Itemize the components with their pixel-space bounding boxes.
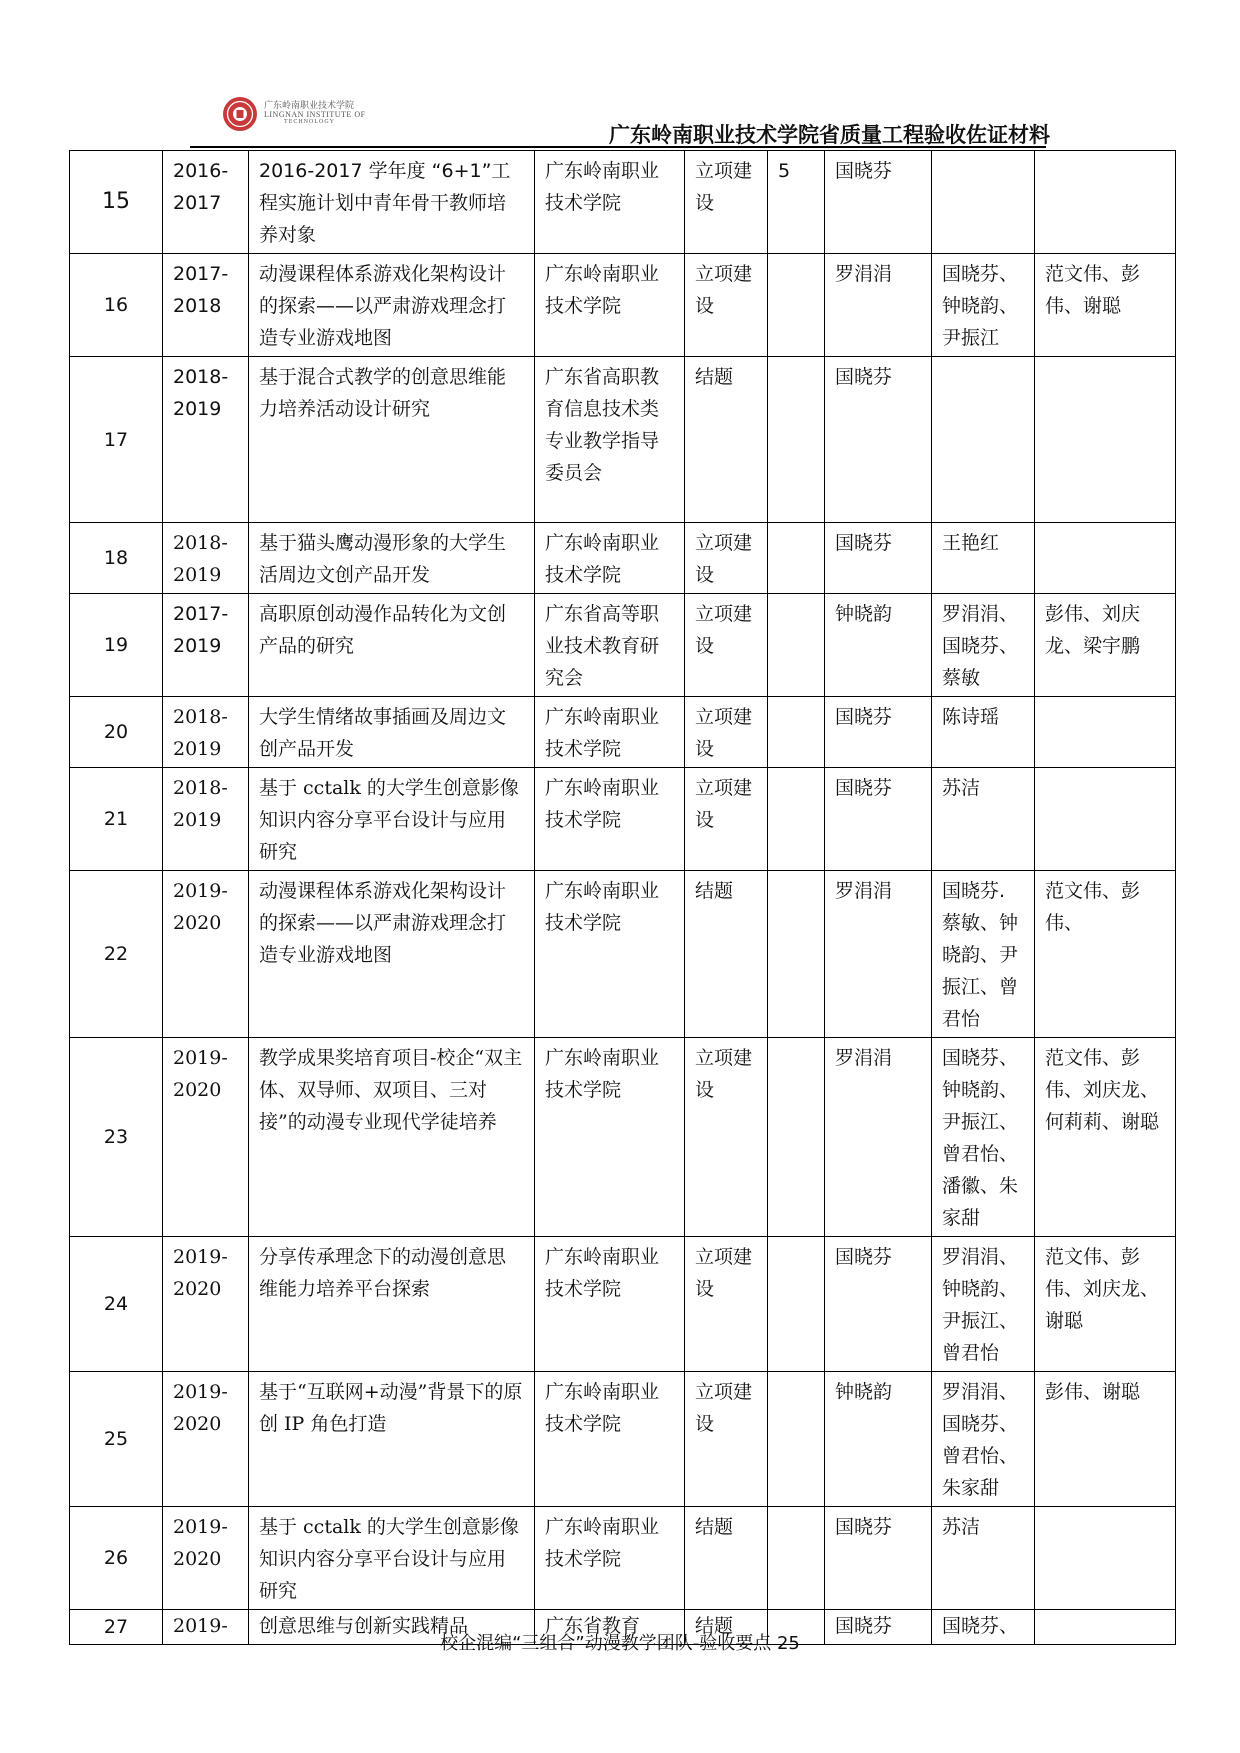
header-title: 广东岭南职业技术学院省质量工程验收佐证材料: [609, 123, 1050, 147]
status-cell: 立项建设: [685, 1237, 768, 1372]
table-row: [70, 697, 1176, 768]
leader-cell: 罗涓涓: [825, 1038, 932, 1237]
period-cell: 2018-2019: [163, 768, 249, 871]
unit-cell: 广东省高等职业技术教育研究会: [535, 594, 685, 697]
unit-cell: 广东岭南职业技术学院: [535, 1507, 685, 1610]
status-cell: 立项建设: [685, 1372, 768, 1507]
leader-cell: 国晓芬: [825, 768, 932, 871]
status-cell: 立项建设: [685, 594, 768, 697]
project-title-cell: 教学成果奖培育项目-校企“双主体、双导师、双项目、三对接”的动漫专业现代学徒培养: [249, 1038, 535, 1237]
table-row: [70, 1507, 1176, 1610]
members-cell: 苏洁: [932, 768, 1035, 871]
status-cell: 立项建设: [685, 254, 768, 357]
unit-cell: 广东岭南职业技术学院: [535, 1038, 685, 1237]
period-cell: 2018-2019: [163, 357, 249, 523]
table-row: [70, 1038, 1176, 1237]
period-cell: 2016-2017: [163, 151, 249, 254]
status-cell: 立项建设: [685, 151, 768, 254]
project-title-cell: 基于混合式教学的创意思维能力培养活动设计研究: [249, 357, 535, 523]
unit-cell: 广东岭南职业技术学院: [535, 151, 685, 254]
members-cell: 罗涓涓、国晓芬、曾君怡、朱家甜: [932, 1372, 1035, 1507]
amount-cell: [768, 768, 825, 871]
project-title-cell: 动漫课程体系游戏化架构设计的探索——以严肃游戏理念打造专业游戏地图: [249, 871, 535, 1038]
row-number: 26: [70, 1507, 163, 1610]
table-row: [70, 151, 1176, 254]
period-cell: 2019-2020: [163, 1372, 249, 1507]
row-number: 19: [70, 594, 163, 697]
period-cell: 2018-2019: [163, 697, 249, 768]
status-cell: 立项建设: [685, 523, 768, 594]
row-number: 21: [70, 768, 163, 871]
others-cell: [1035, 1507, 1176, 1610]
row-number: 16: [70, 254, 163, 357]
others-cell: [1035, 768, 1176, 871]
logo-text-en-2: TECHNOLOGY: [284, 119, 335, 125]
row-number: 24: [70, 1237, 163, 1372]
leader-cell: 国晓芬: [825, 357, 932, 523]
logo-text-en: LINGNAN INSTITUTE OF: [264, 110, 366, 119]
project-title-cell: 基于“互联网+动漫”背景下的原创 IP 角色打造: [249, 1372, 535, 1507]
logo-text-cn: 广东岭南职业技术学院: [264, 101, 355, 111]
row-number: 18: [70, 523, 163, 594]
unit-cell: 广东岭南职业技术学院: [535, 254, 685, 357]
amount-cell: [768, 1372, 825, 1507]
row-number: 20: [70, 697, 163, 768]
amount-cell: [768, 871, 825, 1038]
amount-cell: [768, 1507, 825, 1610]
project-title-cell: 创意思维与创新实践精品: [249, 1610, 535, 1645]
others-cell: 彭伟、谢聪: [1035, 1372, 1176, 1507]
amount-cell: 5: [768, 151, 825, 254]
unit-cell: 广东岭南职业技术学院: [535, 1372, 685, 1507]
project-table: [69, 150, 1176, 1645]
members-cell: 罗涓涓、国晓芬、蔡敏: [932, 594, 1035, 697]
amount-cell: [768, 1038, 825, 1237]
status-cell: 立项建设: [685, 1038, 768, 1237]
period-cell: 2019-2020: [163, 1507, 249, 1610]
period-cell: 2019-2020: [163, 1038, 249, 1237]
page-footer: 校企混编“三组合”动漫教学团队-验收要点 25: [440, 1633, 800, 1654]
table-row: [70, 871, 1176, 1038]
table-row: [70, 768, 1176, 871]
others-cell: [1035, 523, 1176, 594]
project-title-cell: 基于 cctalk 的大学生创意影像知识内容分享平台设计与应用研究: [249, 1507, 535, 1610]
members-cell: 国晓芬、: [932, 1610, 1035, 1645]
institute-logo: [222, 96, 522, 136]
unit-cell: 广东省高职教育信息技术类专业教学指导委员会: [535, 357, 685, 523]
leader-cell: 罗涓涓: [825, 254, 932, 357]
project-title-cell: 基于猫头鹰动漫形象的大学生活周边文创产品开发: [249, 523, 535, 594]
row-number: 23: [70, 1038, 163, 1237]
row-number: 17: [70, 357, 163, 523]
table-row: [70, 1372, 1176, 1507]
amount-cell: [768, 697, 825, 768]
unit-cell: 广东岭南职业技术学院: [535, 871, 685, 1038]
amount-cell: [768, 594, 825, 697]
others-cell: 范文伟、彭伟、刘庆龙、何莉莉、谢聪: [1035, 1038, 1176, 1237]
members-cell: 国晓芬、钟晓韵、尹振江、曾君怡、潘徽、朱家甜: [932, 1038, 1035, 1237]
others-cell: 彭伟、刘庆龙、梁宇鹏: [1035, 594, 1176, 697]
row-number: 25: [70, 1372, 163, 1507]
amount-cell: [768, 523, 825, 594]
status-cell: 结题: [685, 1507, 768, 1610]
seal-icon: [222, 96, 258, 132]
members-cell: 王艳红: [932, 523, 1035, 594]
project-title-cell: 基于 cctalk 的大学生创意影像知识内容分享平台设计与应用研究: [249, 768, 535, 871]
members-cell: 苏洁: [932, 1507, 1035, 1610]
unit-cell: 广东岭南职业技术学院: [535, 1237, 685, 1372]
table-row: [70, 523, 1176, 594]
table-row: [70, 357, 1176, 523]
amount-cell: [768, 357, 825, 523]
amount-cell: [768, 254, 825, 357]
members-cell: 陈诗瑶: [932, 697, 1035, 768]
period-cell: 2018-2019: [163, 523, 249, 594]
period-cell: 2019-2020: [163, 871, 249, 1038]
others-cell: 范文伟、彭伟、刘庆龙、谢聪: [1035, 1237, 1176, 1372]
unit-cell: 广东岭南职业技术学院: [535, 523, 685, 594]
period-cell: 2017-2018: [163, 254, 249, 357]
members-cell: 国晓芬、钟晓韵、尹振江: [932, 254, 1035, 357]
members-cell: 国晓芬.蔡敏、钟晓韵、尹振江、曾君怡: [932, 871, 1035, 1038]
leader-cell: 罗涓涓: [825, 871, 932, 1038]
leader-cell: 钟晓韵: [825, 1372, 932, 1507]
table-row: [70, 594, 1176, 697]
leader-cell: 国晓芬: [825, 1507, 932, 1610]
status-cell: 立项建设: [685, 697, 768, 768]
others-cell: 范文伟、彭伟、谢聪: [1035, 254, 1176, 357]
project-title-cell: 大学生情绪故事插画及周边文创产品开发: [249, 697, 535, 768]
period-cell: 2019-: [163, 1610, 249, 1645]
period-cell: 2019-2020: [163, 1237, 249, 1372]
table-row: [70, 254, 1176, 357]
leader-cell: 国晓芬: [825, 151, 932, 254]
members-cell: [932, 151, 1035, 254]
project-title-cell: 高职原创动漫作品转化为文创产品的研究: [249, 594, 535, 697]
leader-cell: 国晓芬: [825, 1237, 932, 1372]
period-cell: 2017-2019: [163, 594, 249, 697]
leader-cell: 国晓芬: [825, 697, 932, 768]
project-title-cell: 分享传承理念下的动漫创意思维能力培养平台探索: [249, 1237, 535, 1372]
status-cell: 结题: [685, 1610, 768, 1645]
project-title-cell: 2016-2017 学年度 “6+1”工程实施计划中青年骨干教师培养对象: [249, 151, 535, 254]
row-number: 15: [70, 151, 163, 254]
others-cell: [1035, 697, 1176, 768]
project-title-cell: 动漫课程体系游戏化架构设计的探索——以严肃游戏理念打造专业游戏地图: [249, 254, 535, 357]
unit-cell: 广东岭南职业技术学院: [535, 697, 685, 768]
unit-cell: 广东省教育: [535, 1610, 685, 1645]
status-cell: 立项建设: [685, 768, 768, 871]
others-cell: [1035, 357, 1176, 523]
table-row: [70, 1237, 1176, 1372]
row-number: 22: [70, 871, 163, 1038]
leader-cell: 国晓芬: [825, 523, 932, 594]
leader-cell: 钟晓韵: [825, 594, 932, 697]
row-number: 27: [70, 1610, 163, 1645]
status-cell: 结题: [685, 871, 768, 1038]
others-cell: [1035, 151, 1176, 254]
unit-cell: 广东岭南职业技术学院: [535, 768, 685, 871]
status-cell: 结题: [685, 357, 768, 523]
members-cell: [932, 357, 1035, 523]
amount-cell: [768, 1237, 825, 1372]
members-cell: 罗涓涓、钟晓韵、尹振江、曾君怡: [932, 1237, 1035, 1372]
header-divider: [190, 146, 1046, 148]
leader-cell: 国晓芬: [825, 1610, 932, 1645]
others-cell: 范文伟、彭伟、: [1035, 871, 1176, 1038]
